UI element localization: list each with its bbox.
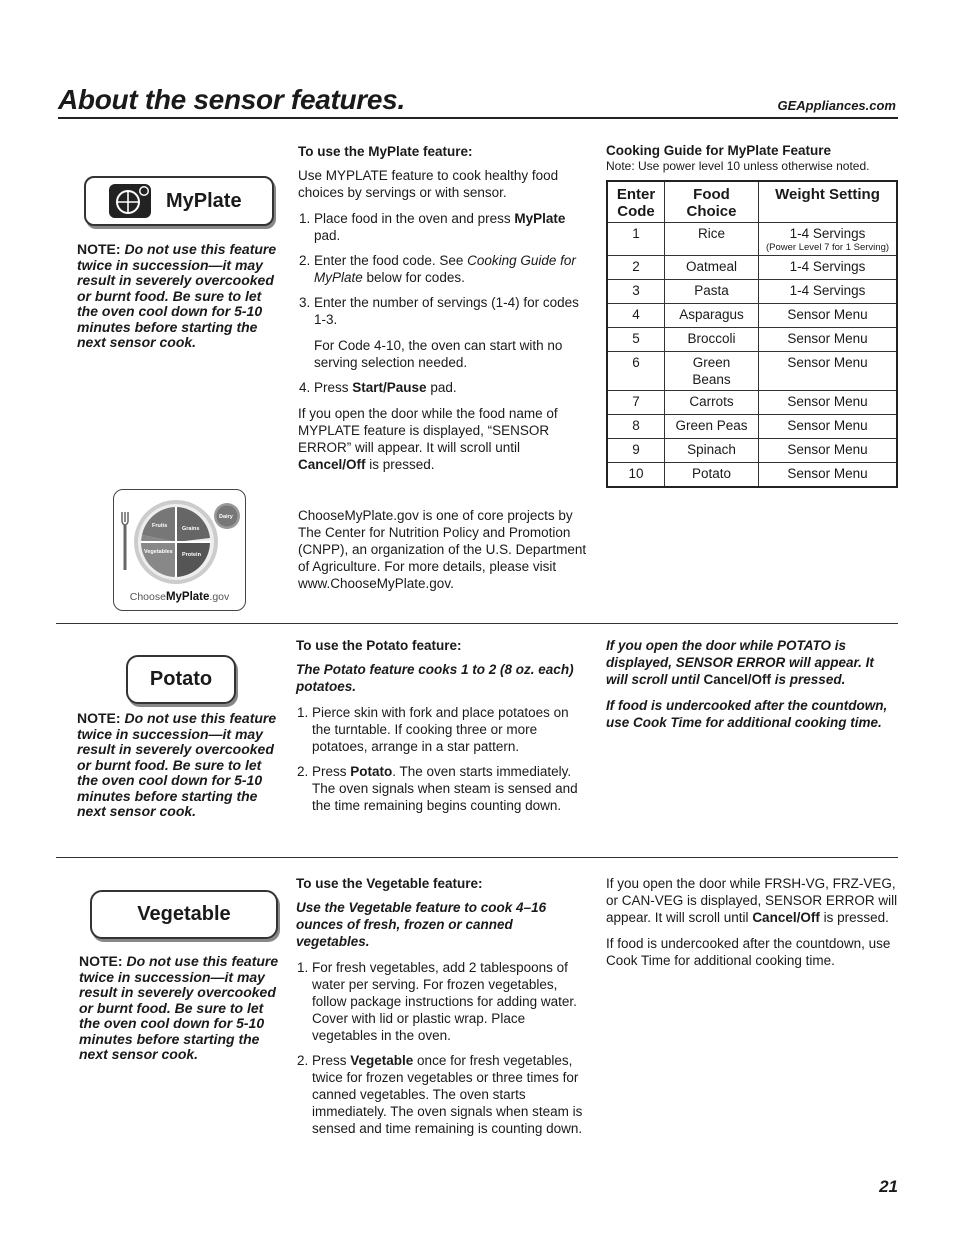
vegetable-intro: Use the Vegetable feature to cook 4–16 ounces of fresh, frozen or canned vegetables.	[296, 900, 547, 949]
vegetable-undercooked-note: If food is undercooked after the countdown, use Cook Time for additional cooking time.	[606, 936, 891, 968]
myplate-heading: To use the MyPlate feature:	[298, 144, 473, 159]
myplate-pad-label: MyPlate	[166, 189, 242, 212]
guide-cell-code: 10	[607, 463, 665, 488]
guide-weight-text: Sensor Menu	[787, 442, 868, 457]
section-divider-1	[56, 623, 898, 624]
myplate-step-3: 3. Enter the number of servings (1-4) for codes 1-3. For Code 4-10, the oven can start with no serving selection needed.	[314, 294, 590, 371]
guide-cell-weight	[759, 439, 898, 463]
guide-title: Cooking Guide for MyPlate Feature	[606, 143, 832, 158]
logo-choose: Choose	[129, 591, 166, 603]
guide-cell-food: Green Beans	[665, 352, 759, 391]
guide-header-code: Enter Code	[607, 181, 665, 223]
choosemyplate-wordmark	[114, 591, 245, 603]
guide-cell-weight	[759, 463, 898, 488]
myplate-intro: Use MYPLATE feature to cook healthy food choices by servings or with sensor.	[298, 168, 559, 200]
choosemyplate-logo	[113, 489, 246, 611]
guide-header-food: Food Choice	[665, 181, 759, 223]
potato-intro: The Potato feature cooks 1 to 2 (8 oz. each) potatoes.	[296, 662, 574, 694]
vegetable-pad	[90, 890, 278, 939]
guide-cell-weight	[759, 415, 898, 439]
guide-header-weight: Weight Setting	[759, 181, 898, 223]
guide-cell-weight	[759, 304, 898, 328]
potato-instructions	[296, 637, 590, 823]
guide-row	[607, 352, 897, 391]
potato-pad	[126, 655, 236, 704]
vegetable-step-1: 1. For fresh vegetables, add 2 tablespoons of water per serving. For frozen vegetables, follow package instructions for adding water. Cover with lid or plastic wrap. Place vegetables in the oven.	[312, 959, 590, 1044]
guide-weight-text: 1-4 Servings	[789, 226, 866, 241]
myplate-plate-icon	[108, 183, 152, 219]
logo-vegetables-label: Vegetables	[144, 549, 173, 555]
guide-cell-food: Potato	[665, 463, 759, 488]
guide-cell-food: Spinach	[665, 439, 759, 463]
potato-heading: To use the Potato feature:	[296, 638, 462, 653]
potato-notes	[606, 637, 898, 740]
guide-weight-text: 1-4 Servings	[789, 283, 866, 298]
vegetable-door-note: If you open the door while FRSH-VG, FRZ-VEG, or CAN-VEG is displayed, SENSOR ERROR will appear. It will scroll until Cancel/Off is pressed.	[606, 876, 898, 925]
guide-weight-text: Sensor Menu	[787, 307, 868, 322]
myplate-step-2: 2. Enter the food code. See Cooking Guide for MyPlate below for codes.	[314, 252, 590, 286]
guide-cell-food: Oatmeal	[665, 256, 759, 280]
guide-cell-food: Broccoli	[665, 328, 759, 352]
myplate-about: ChooseMyPlate.gov is one of core projects by The Center for Nutrition Policy and Promotion (CNPP), an organization of the U.S. Department of Agriculture. For more details, please visit www.ChooseMyPlate.gov.	[298, 508, 587, 591]
guide-row	[607, 415, 897, 439]
guide-row	[607, 328, 897, 352]
vegetable-notes	[606, 875, 900, 978]
guide-weight-text: Sensor Menu	[787, 355, 868, 370]
vegetable-instructions	[296, 875, 590, 1146]
potato-step-2: 2. Press Potato. The oven starts immediately. The oven signals when steam is sensed and the time remaining begins counting down.	[312, 763, 590, 814]
myplate-step-4: 4. Press Start/Pause pad.	[314, 379, 590, 396]
note-text: Do not use this feature twice in succession—it may result in severely overcooked or burnt food. Be sure to let the oven cool down for 5-10 minutes before starting the next sensor cook.	[77, 241, 277, 350]
guide-cell-food: Asparagus	[665, 304, 759, 328]
guide-cell-weight	[759, 328, 898, 352]
logo-gov: .gov	[209, 591, 230, 603]
guide-cell-weight	[759, 280, 898, 304]
guide-cell-code: 3	[607, 280, 665, 304]
guide-cell-food: Carrots	[665, 391, 759, 415]
logo-myplate: MyPlate	[165, 591, 210, 603]
guide-row	[607, 280, 897, 304]
guide-row	[607, 439, 897, 463]
guide-row	[607, 256, 897, 280]
cooking-guide	[606, 143, 898, 488]
myplate-door-note: If you open the door while the food name of MYPLATE feature is displayed, “SENSOR ERROR” will appear. It will scroll until Cancel/Off is pressed.	[298, 406, 558, 472]
potato-door-note: If you open the door while POTATO is displayed, SENSOR ERROR will appear. It will scroll until Cancel/Off is pressed.	[606, 638, 874, 687]
logo-grains-label: Grains	[182, 526, 200, 532]
guide-note: Note: Use power level 10 unless otherwise noted.	[606, 159, 870, 173]
guide-row	[607, 304, 897, 328]
guide-weight-text: Sensor Menu	[787, 331, 868, 346]
guide-row	[607, 463, 897, 488]
guide-cell-code: 4	[607, 304, 665, 328]
guide-cell-code: 8	[607, 415, 665, 439]
potato-undercooked-note: If food is undercooked after the countdown, use Cook Time for additional cooking time.	[606, 698, 888, 730]
myplate-pad	[84, 176, 274, 226]
guide-cell-weight	[759, 223, 898, 256]
logo-fruits-label: Fruits	[152, 523, 168, 529]
note-label: NOTE:	[77, 241, 121, 257]
guide-cell-code: 6	[607, 352, 665, 391]
myplate-instructions	[298, 143, 590, 482]
guide-row	[607, 223, 897, 256]
guide-table	[606, 180, 898, 488]
potato-note: NOTE: Do not use this feature twice in succession—it may result in severely overcooked or burnt food. Be sure to let the oven cool down for 5-10 minutes before starting the next sensor cook.	[77, 710, 277, 819]
vegetable-heading: To use the Vegetable feature:	[296, 876, 483, 891]
potato-pad-label: Potato	[149, 668, 213, 690]
guide-cell-food: Pasta	[665, 280, 759, 304]
myplate-note	[77, 242, 285, 351]
guide-cell-code: 7	[607, 391, 665, 415]
guide-cell-weight	[759, 256, 898, 280]
guide-cell-food: Rice	[665, 223, 759, 256]
guide-cell-weight	[759, 391, 898, 415]
logo-dairy-label: Dairy	[219, 514, 233, 520]
guide-weight-subnote: (Power Level 7 for 1 Serving)	[765, 242, 890, 253]
myplate-step-3-extra: For Code 4-10, the oven can start with no serving selection needed.	[314, 338, 563, 370]
logo-protein-label: Protein	[182, 552, 201, 558]
page-title: About the sensor features.	[58, 84, 405, 115]
myplate-step-1: 1. Place food in the oven and press MyPlate pad.	[314, 210, 590, 244]
section-divider-2	[56, 857, 898, 858]
guide-weight-text: Sensor Menu	[787, 418, 868, 433]
guide-weight-text: 1-4 Servings	[789, 259, 866, 274]
guide-cell-code: 5	[607, 328, 665, 352]
guide-cell-food: Green Peas	[665, 415, 759, 439]
myplate-plate-graphic	[114, 490, 245, 590]
guide-weight-text: Sensor Menu	[787, 466, 868, 481]
guide-cell-code: 1	[607, 223, 665, 256]
vegetable-step-2: 2. Press Vegetable once for fresh vegetables, twice for frozen vegetables or three times for canned vegetables. The oven starts immediately. The oven signals when steam is sensed and time remaining is counting down.	[312, 1052, 590, 1137]
site-url: GEAppliances.com	[777, 98, 896, 113]
page-number: 21	[879, 1177, 898, 1196]
guide-row	[607, 391, 897, 415]
guide-cell-weight	[759, 352, 898, 391]
potato-step-1: 1. Pierce skin with fork and place potatoes on the turntable. If cooking three or more potatoes, arrange in a star pattern.	[312, 704, 590, 755]
header-rule	[58, 117, 898, 119]
guide-cell-code: 2	[607, 256, 665, 280]
vegetable-note: NOTE: Do not use this feature twice in succession—it may result in severely overcooked or burnt food. Be sure to let the oven cool down for 5-10 minutes before starting the next sensor cook.	[79, 953, 279, 1062]
guide-cell-code: 9	[607, 439, 665, 463]
guide-weight-text: Sensor Menu	[787, 394, 868, 409]
vegetable-pad-label: Vegetable	[137, 903, 231, 925]
